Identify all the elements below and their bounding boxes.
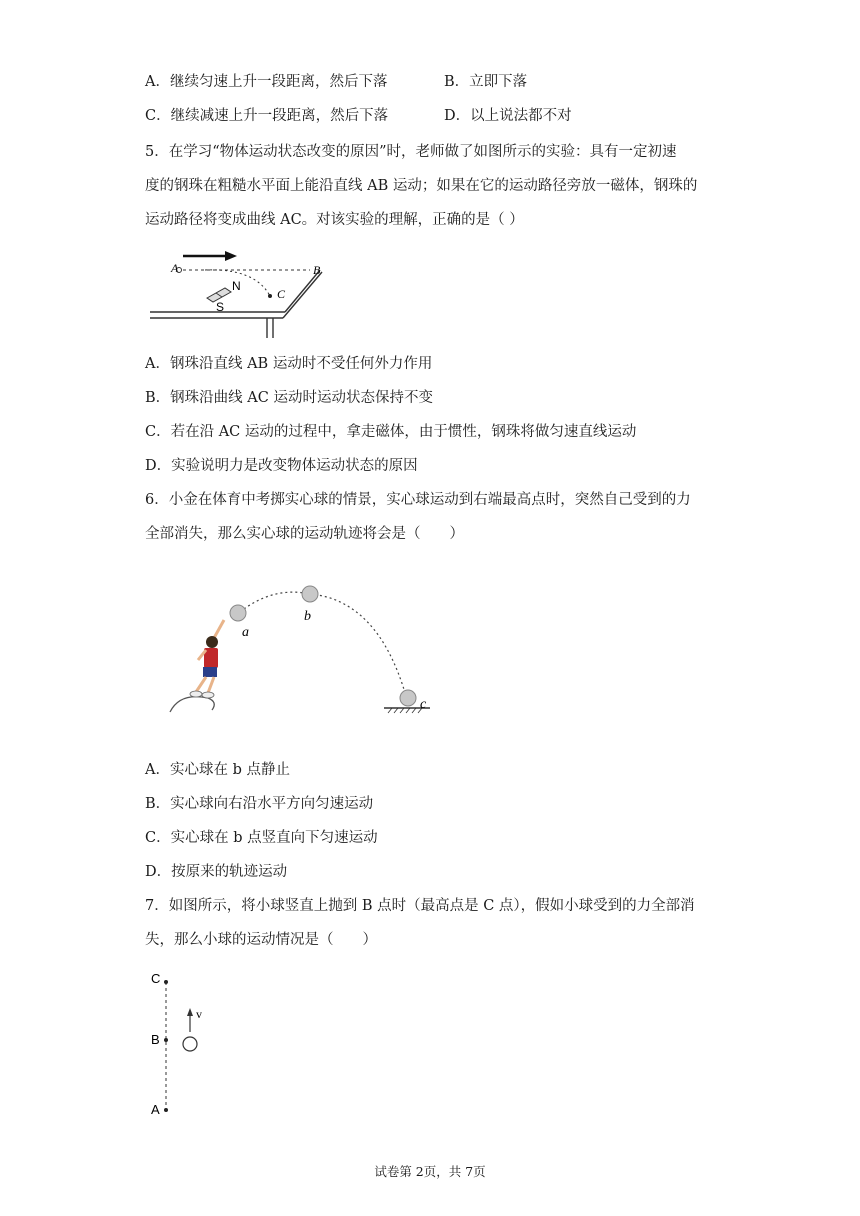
q4-option-c: C．继续减速上升一段距离，然后下落 — [145, 108, 389, 124]
q7-fig-label-b: B — [151, 1032, 160, 1047]
q5-fig-label-n: N — [232, 279, 241, 293]
q6-option-a: A．实心球在 b 点静止 — [145, 762, 290, 778]
q5-option-d: D．实验说明力是改变物体运动状态的原因 — [145, 458, 418, 474]
q6-fig-label-b: b — [304, 609, 311, 624]
q7-fig-label-c: C — [151, 971, 161, 986]
q6-stem-line-1: 6．小金在体育中考掷实心球的情景，实心球运动到右端最高点时，突然自己受到的力 — [145, 492, 691, 508]
q7-stem-line-1: 7．如图所示，将小球竖直上抛到 B 点时（最高点是 C 点），假如小球受到的力全部消 — [145, 898, 695, 914]
q5-stem-line-1: 5．在学习“物体运动状态改变的原因”时，老师做了如图所示的实验：具有一定初速 — [145, 144, 677, 160]
q5-fig-label-s: S — [216, 300, 225, 314]
q5-figure-table-magnet — [145, 246, 345, 342]
q4-option-a: A．继续匀速上升一段距离，然后下落 — [145, 74, 388, 90]
page-footer: 试卷第 2页，共 7页 — [374, 1164, 486, 1179]
q4-option-d: D．以上说法都不对 — [444, 108, 572, 124]
q6-figure-shot-put-trajectory — [168, 574, 448, 724]
q6-option-d: D．按原来的轨迹运动 — [145, 864, 288, 880]
q6-option-c: C．实心球在 b 点竖直向下匀速运动 — [145, 830, 378, 846]
q7-fig-label-a: A — [151, 1102, 160, 1117]
q6-option-b: B．实心球向右沿水平方向匀速运动 — [145, 796, 374, 812]
q7-fig-label-v: v — [196, 1007, 202, 1021]
q5-fig-label-a: A — [171, 261, 179, 275]
q6-stem-line-2: 全部消失，那么实心球的运动轨迹将会是（ ） — [145, 526, 464, 542]
q5-stem-line-2: 度的钢珠在粗糙水平面上能沿直线 AB 运动；如果在它的运动路径旁放一磁体，钢珠的 — [145, 178, 698, 194]
q5-fig-label-c: C — [277, 287, 286, 301]
q5-option-b: B．钢珠沿曲线 AC 运动时运动状态保持不变 — [145, 390, 433, 406]
q5-option-a: A．钢珠沿直线 AB 运动时不受任何外力作用 — [145, 356, 433, 372]
q7-figure-vertical-throw — [145, 964, 225, 1124]
q5-option-c: C．若在沿 AC 运动的过程中，拿走磁体，由于惯性，钢珠将做匀速直线运动 — [145, 424, 637, 440]
q5-fig-label-b: B — [313, 263, 321, 277]
q6-fig-label-c: c — [420, 697, 427, 712]
q5-stem-line-3: 运动路径将变成曲线 AC。对该实验的理解，正确的是（ ） — [145, 212, 524, 228]
q7-stem-line-2: 失，那么小球的运动情况是（ ） — [145, 932, 377, 948]
q4-option-b: B．立即下落 — [444, 74, 528, 90]
q6-fig-label-a: a — [242, 625, 249, 640]
